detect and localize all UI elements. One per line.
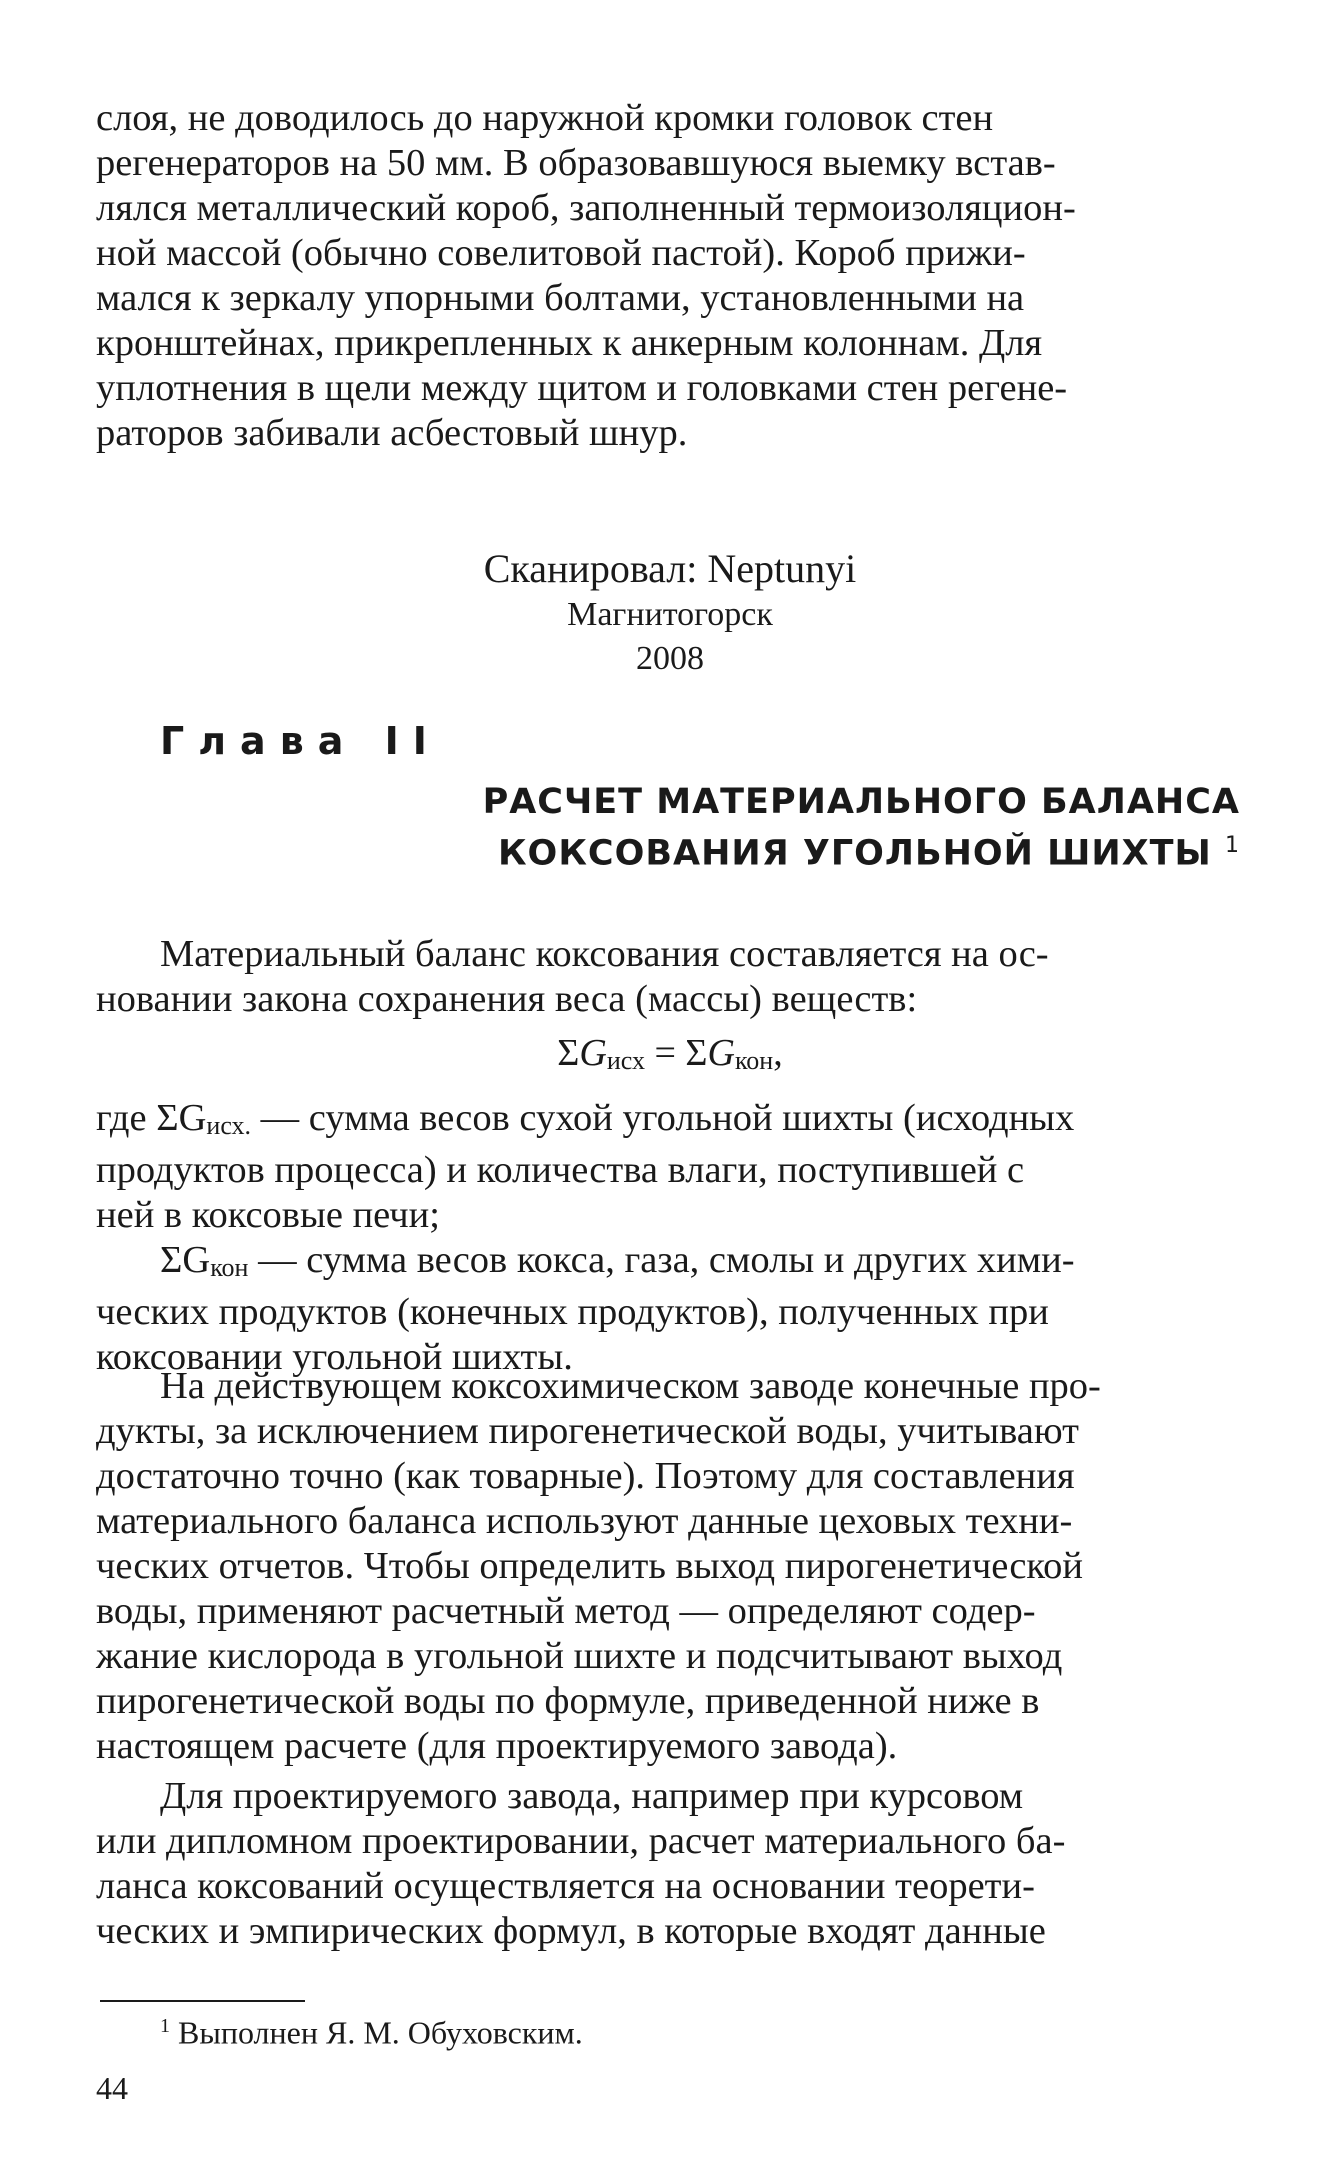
text-line: коксовании угольной шихты. [96, 1336, 573, 1378]
def1-symbol: ΣG [156, 1097, 207, 1139]
scan-note-author: Сканировал: Neptunyi [483, 546, 857, 591]
formula-tail: , [773, 1032, 783, 1074]
text-line: ческих отчетов. Чтобы определить выход пирогенетической [96, 1545, 1084, 1587]
text-line: жание кислорода в угольной шихте и подсчитывают выход [96, 1635, 1063, 1677]
scan-note [0, 545, 1340, 681]
text-line: пирогенетической воды по формуле, приведенной ниже в [96, 1680, 1040, 1722]
footnote-ref: 1 [1225, 833, 1240, 858]
definitions [96, 1096, 1256, 1380]
text-line: ческих и эмпирических формул, в которые входят данные [96, 1910, 1046, 1952]
text-line: дукты, за исключением пирогенетической воды, учитывают [96, 1410, 1079, 1452]
factory-paragraph [96, 1364, 1256, 1769]
footnote-mark: 1 [160, 2015, 170, 2037]
scan-note-year: 2008 [636, 640, 704, 677]
page-number: 44 [96, 2070, 128, 2106]
def2-sub: кон [210, 1253, 249, 1282]
text-line: регенераторов на 50 мм. В образовавшуюся выемку встав- [96, 142, 1056, 184]
text-line: ланса коксований осуществляется на основании теорети- [96, 1865, 1035, 1907]
scan-note-city: Магнитогорск [567, 596, 773, 633]
text-line: ной массой (обычно совелитовой пастой). Короб прижи- [96, 232, 1026, 274]
balance-paragraph [96, 932, 1256, 1022]
text-line: материального баланса используют данные цеховых техни- [96, 1500, 1073, 1542]
text-line: лялся металлический короб, заполненный термоизоляцион- [96, 187, 1076, 229]
chapter-label: Глава II [160, 719, 441, 763]
sigma-symbol: Σ [685, 1032, 708, 1074]
footnote-text: Выполнен Я. М. Обуховским. [170, 2014, 583, 2051]
sigma-symbol: Σ [557, 1032, 580, 1074]
footnote-divider [100, 2000, 305, 2002]
footnote [160, 2006, 583, 2053]
intro-paragraph [96, 96, 1256, 456]
text-line: На действующем коксохимическом заводе конечные про- [160, 1365, 1101, 1407]
chapter-title-text: КОКСОВАНИЯ УГОЛЬНОЙ ШИХТЫ [497, 833, 1212, 874]
text-line: или дипломном проектировании, расчет материального ба- [96, 1820, 1066, 1862]
formula-equals: = [644, 1032, 686, 1074]
formula-sub-right: кон [734, 1046, 774, 1075]
formula-g: G [707, 1032, 735, 1074]
text-line: мался к зеркалу упорными болтами, установленными на [96, 277, 1025, 319]
def2-symbol: ΣG [160, 1239, 211, 1281]
formula-g: G [579, 1032, 607, 1074]
def1-sub: исх. [206, 1111, 252, 1140]
text-line: ней в коксовые печи; [96, 1194, 440, 1236]
def1-text: — сумма весов сухой угольной шихты (исходных [251, 1097, 1075, 1139]
text-line: кронштейнах, прикрепленных к анкерным колоннам. Для [96, 322, 1043, 364]
text-line: уплотнения в щели между щитом и головками стен регене- [96, 367, 1068, 409]
text-line: настоящем расчете (для проектируемого завода). [96, 1725, 898, 1767]
text-line: воды, применяют расчетный метод — определяют содер- [96, 1590, 1036, 1632]
text-line: ческих продуктов (конечных продуктов), полученных при [96, 1291, 1049, 1333]
design-paragraph [96, 1774, 1256, 1954]
text-line: раторов забивали асбестовый шнур. [96, 412, 688, 454]
formula-sub-left: исх [606, 1046, 645, 1075]
chapter-title-line: РАСЧЕТ МАТЕРИАЛЬНОГО БАЛАНСА [482, 782, 1240, 822]
text-line: слоя, не доводилось до наружной кромки головок стен [96, 97, 994, 139]
definition-line [96, 1096, 1256, 1148]
chapter-title [340, 780, 1240, 876]
text-line: новании закона сохранения веса (массы) веществ: [96, 978, 918, 1020]
chapter-title-line2 [340, 824, 1240, 876]
text-line: достаточно точно (как товарные). Поэтому для составления [96, 1455, 1075, 1497]
balance-formula [0, 1030, 1340, 1084]
text-line: продуктов процесса) и количества влаги, поступившей с [96, 1149, 1025, 1191]
where-word: где [96, 1097, 157, 1139]
def2-text: — сумма весов кокса, газа, смолы и других хими- [248, 1239, 1075, 1281]
text-line: Для проектируемого завода, например при курсовом [160, 1775, 1024, 1817]
text-line: Материальный баланс коксования составляется на ос- [160, 933, 1049, 975]
definition-line [96, 1238, 1256, 1290]
